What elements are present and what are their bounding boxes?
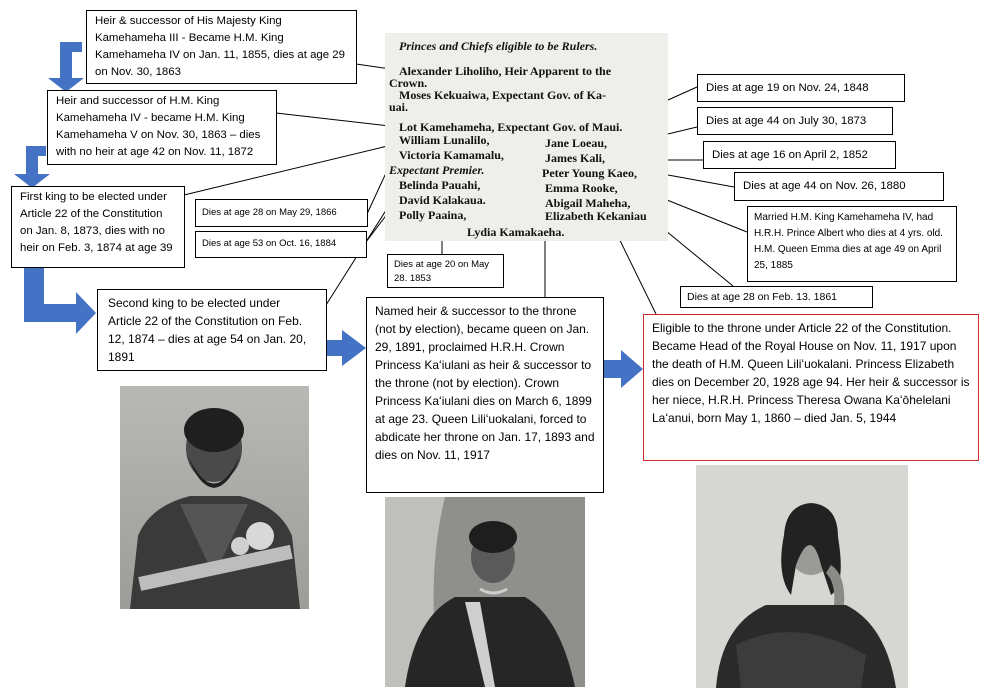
elizabeth-note: Eligible to the throne under Article 22 of the Constitution. Became Head of the Royal House on Nov. 11, 1917 upon the death of H.M. Queen Liliʻuokalani. Princess Elizabeth dies on December 20, 1928 age 94. Her heir & successor is her niece, H.R.H. Princess Theresa Owana Kaʻōhelelani Laʻanui, born May 1, 1860 – died Jan. 5, 1944 — [643, 314, 979, 461]
document-heading: Princes and Chiefs eligible to be Rulers. — [399, 39, 598, 53]
doc-line: uai. — [389, 100, 409, 114]
historical-document — [385, 33, 668, 241]
doc-line: Expectant Premier. — [389, 163, 485, 177]
arrow-2 — [14, 134, 50, 188]
belinda-death-note: Dies at age 53 on Oct. 16, 1884 — [195, 231, 367, 258]
moses-death-note: Dies at age 19 on Nov. 24, 1848 — [697, 74, 905, 102]
elizabeth-kekaniau-photo — [696, 465, 908, 688]
doc-line: Alexander Liholiho, Heir Apparent to the — [399, 64, 612, 78]
doc-line: Jane Loeau, — [545, 136, 608, 150]
doc-line: Emma Rooke, — [545, 181, 618, 195]
liliuokalani-note: Named heir & successor to the throne (not by election), became queen on Jan. 29, 1891, proclaimed H.R.H. Crown Princess Kaʻiulani as heir & successor to the throne (not by election). Crown Princess Kaʻiulani dies on March 6, 1899 at age 23. Queen Liliʻuokalani, forced to abdicate her throne on Jan. 17, 1893 and dies on Nov. 11, 1917 — [366, 297, 604, 493]
doc-line: James Kali, — [545, 151, 605, 165]
peter-death-note: Dies at age 44 on Nov. 26, 1880 — [734, 172, 944, 201]
doc-line: Moses Kekuaiwa, Expectant Gov. of Ka- — [399, 88, 606, 102]
doc-line: Lydia Kamakaeha. — [467, 225, 565, 239]
doc-line: William Lunalilo, — [399, 133, 490, 147]
doc-line: Crown. — [389, 76, 428, 90]
arrow-5 — [603, 350, 643, 388]
doc-line: Lot Kamehameha, Expectant Gov. of Maui. — [399, 120, 623, 134]
doc-line: Elizabeth Kekaniau — [545, 209, 647, 223]
abigail-death-note: Dies at age 28 on Feb. 13. 1861 — [680, 286, 873, 308]
doc-line: Abigail Maheha, — [545, 196, 631, 210]
arrow-3 — [24, 268, 96, 334]
doc-line: Belinda Pauahi, — [399, 178, 481, 192]
kalakaua-note: Second king to be elected under Article 22 of the Constitution on Feb. 12, 1874 – dies at age 54 on Jan. 20, 1891 — [97, 289, 327, 371]
kamehameha-v-note: Heir and successor of H.M. King Kamehameha IV - became H.M. King Kamehameha V on Nov. 30, 1863 – dies with no heir at age 42 on Nov. 11, 1872 — [47, 90, 277, 165]
emma-note: Married H.M. King Kamehameha IV, had H.R.H. Prince Albert who dies at 4 yrs. old. H.M. Queen Emma dies at age 49 on April 25, 1885 — [747, 206, 957, 282]
kalakaua-photo — [120, 386, 309, 609]
lunalilo-note: First king to be elected under Article 22 of the Constitution on Jan. 8, 1873, dies with no heir on Feb. 3, 1874 at age 39 — [11, 186, 185, 268]
liliuokalani-photo — [385, 497, 585, 687]
arrow-1 — [48, 30, 84, 92]
doc-line: Peter Young Kaeo, — [542, 166, 637, 180]
arrow-4 — [326, 330, 366, 366]
doc-line: Polly Paaina, — [399, 208, 467, 222]
kamehameha-iv-note: Heir & successor of His Majesty King Kamehameha III - Became H.M. King Kamehameha IV on Jan. 11, 1855, dies at age 29 on Nov. 30, 1863 — [86, 10, 357, 84]
doc-line: David Kalakaua. — [399, 193, 486, 207]
doc-line: Victoria Kamamalu, — [399, 148, 504, 162]
jane-death-note: Dies at age 44 on July 30, 1873 — [697, 107, 893, 135]
victoria-death-note: Dies at age 28 on May 29, 1866 — [195, 199, 368, 227]
polly-death-note: Dies at age 20 on May 28. 1853 — [387, 254, 504, 288]
james-death-note: Dies at age 16 on April 2, 1852 — [703, 141, 896, 169]
